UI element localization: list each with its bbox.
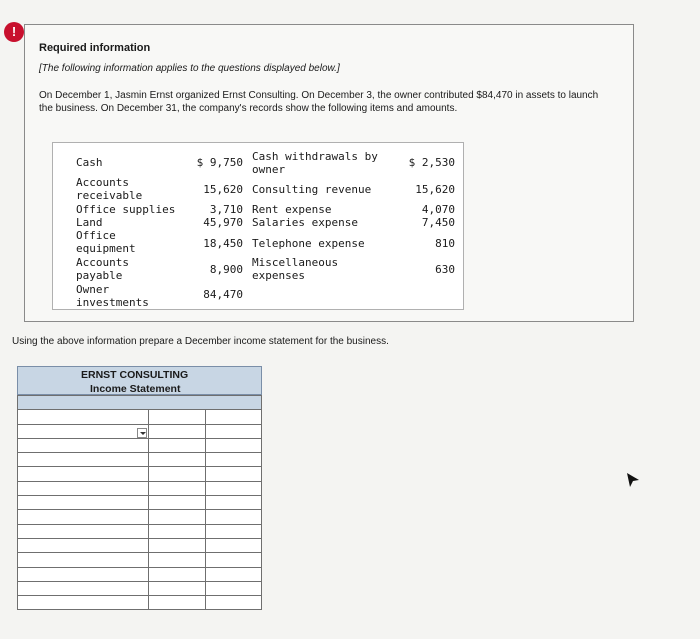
statement-label-cell[interactable] xyxy=(18,567,149,581)
statement-amount-cell[interactable] xyxy=(149,567,206,581)
statement-band-row xyxy=(18,396,262,410)
statement-amount-cell[interactable] xyxy=(206,424,262,438)
account-amount-salaries-expense: 7,450 xyxy=(421,216,455,229)
account-amount-miscellaneous-expenses: 630 xyxy=(435,263,455,276)
statement-amount-cell[interactable] xyxy=(206,496,262,510)
statement-entry-row xyxy=(18,438,262,452)
statement-entry-row xyxy=(18,510,262,524)
statement-amount-cell[interactable] xyxy=(149,424,206,438)
statement-amount-cell[interactable] xyxy=(206,581,262,595)
statement-label-cell[interactable] xyxy=(18,424,149,438)
accounts-table xyxy=(52,142,464,310)
statement-amount-cell[interactable] xyxy=(149,438,206,452)
statement-label-cell[interactable] xyxy=(18,581,149,595)
account-label-accounts-payable: Accounts payable xyxy=(76,256,129,282)
statement-amount-cell[interactable] xyxy=(149,496,206,510)
account-label-office-supplies: Office supplies xyxy=(76,203,176,216)
statement-band-cell xyxy=(18,396,262,410)
statement-amount-cell[interactable] xyxy=(149,467,206,481)
statement-entry-row xyxy=(18,481,262,495)
account-amount-consulting-revenue: 15,620 xyxy=(415,183,455,196)
applies-note: [The following information applies to the questions displayed below.] xyxy=(39,63,340,74)
statement-amount-cell[interactable] xyxy=(149,453,206,467)
statement-entry-row xyxy=(18,538,262,552)
statement-title: Income Statement xyxy=(90,383,181,395)
account-label-salaries-expense: Salaries expense xyxy=(252,216,358,229)
statement-label-cell[interactable] xyxy=(18,438,149,452)
statement-amount-cell[interactable] xyxy=(149,553,206,567)
statement-amount-cell[interactable] xyxy=(149,510,206,524)
statement-entry-row xyxy=(18,496,262,510)
statement-entry-row xyxy=(18,524,262,538)
statement-label-cell[interactable] xyxy=(18,553,149,567)
statement-amount-cell[interactable] xyxy=(206,467,262,481)
statement-entry-row xyxy=(18,567,262,581)
account-label-telephone-expense: Telephone expense xyxy=(252,237,365,250)
account-amount-cash-withdrawals: $ 2,530 xyxy=(408,156,455,169)
statement-amount-cell[interactable] xyxy=(206,567,262,581)
statement-entry-row xyxy=(18,596,262,610)
account-amount-land: 45,970 xyxy=(203,216,243,229)
account-label-owner-investments: Owner investments xyxy=(76,283,149,309)
account-amount-office-equipment: 18,450 xyxy=(203,237,243,250)
required-information-title: Required information xyxy=(39,42,151,54)
account-amount-office-supplies: 3,710 xyxy=(209,203,243,216)
statement-amount-cell[interactable] xyxy=(206,553,262,567)
account-label-cash: Cash xyxy=(76,156,103,169)
mouse-pointer-icon xyxy=(626,472,640,488)
statement-label-cell[interactable] xyxy=(18,596,149,610)
statement-label-cell[interactable] xyxy=(18,510,149,524)
statement-entry-row xyxy=(18,453,262,467)
account-amount-owner-investments: 84,470 xyxy=(203,288,243,301)
account-amount-rent-expense: 4,070 xyxy=(421,203,455,216)
statement-amount-cell[interactable] xyxy=(206,596,262,610)
income-statement-header xyxy=(17,366,262,395)
statement-label-cell[interactable] xyxy=(18,524,149,538)
statement-amount-cell[interactable] xyxy=(149,524,206,538)
statement-amount-cell[interactable] xyxy=(149,596,206,610)
statement-label-cell[interactable] xyxy=(18,481,149,495)
account-amount-cash: $ 9,750 xyxy=(196,156,243,169)
statement-amount-cell[interactable] xyxy=(206,524,262,538)
account-amount-accounts-receivable: 15,620 xyxy=(203,183,243,196)
dropdown-chevron-icon[interactable] xyxy=(137,428,147,438)
statement-label-cell[interactable] xyxy=(18,467,149,481)
statement-amount-cell[interactable] xyxy=(149,481,206,495)
statement-amount-cell[interactable] xyxy=(149,581,206,595)
alert-icon: ! xyxy=(4,22,24,42)
statement-entry-row xyxy=(18,410,262,424)
scenario-paragraph: On December 1, Jasmin Ernst organized Ernst Consulting. On December 3, the owner contributed $84,470 in assets to launch the business. On December 31, the company's records show the following items and amounts. xyxy=(39,90,599,114)
account-label-cash-withdrawals: Cash withdrawals by owner xyxy=(252,150,378,176)
statement-amount-cell[interactable] xyxy=(206,453,262,467)
statement-amount-cell[interactable] xyxy=(206,510,262,524)
required-information-panel xyxy=(24,24,634,322)
account-amount-accounts-payable: 8,900 xyxy=(209,263,243,276)
account-label-land: Land xyxy=(76,216,103,229)
account-label-rent-expense: Rent expense xyxy=(252,203,332,216)
statement-label-cell[interactable] xyxy=(18,410,149,424)
statement-entry-row xyxy=(18,581,262,595)
statement-label-cell[interactable] xyxy=(18,496,149,510)
statement-amount-cell[interactable] xyxy=(149,410,206,424)
account-label-consulting-revenue: Consulting revenue xyxy=(252,183,372,196)
statement-label-cell[interactable] xyxy=(18,538,149,552)
account-label-office-equipment: Office equipment xyxy=(76,229,136,255)
account-label-accounts-receivable: Accounts receivable xyxy=(76,176,143,202)
statement-amount-cell[interactable] xyxy=(206,481,262,495)
account-label-miscellaneous-expenses: Miscellaneous expenses xyxy=(252,256,339,282)
account-amount-telephone-expense: 810 xyxy=(435,237,455,250)
statement-amount-cell[interactable] xyxy=(206,538,262,552)
statement-entry-row xyxy=(18,467,262,481)
statement-company-name: ERNST CONSULTING xyxy=(81,369,189,381)
instruction-text: Using the above information prepare a December income statement for the business. xyxy=(12,336,389,347)
statement-label-cell[interactable] xyxy=(18,453,149,467)
statement-amount-cell[interactable] xyxy=(206,438,262,452)
statement-amount-cell[interactable] xyxy=(149,538,206,552)
statement-amount-cell[interactable] xyxy=(206,410,262,424)
statement-entry-row xyxy=(18,553,262,567)
